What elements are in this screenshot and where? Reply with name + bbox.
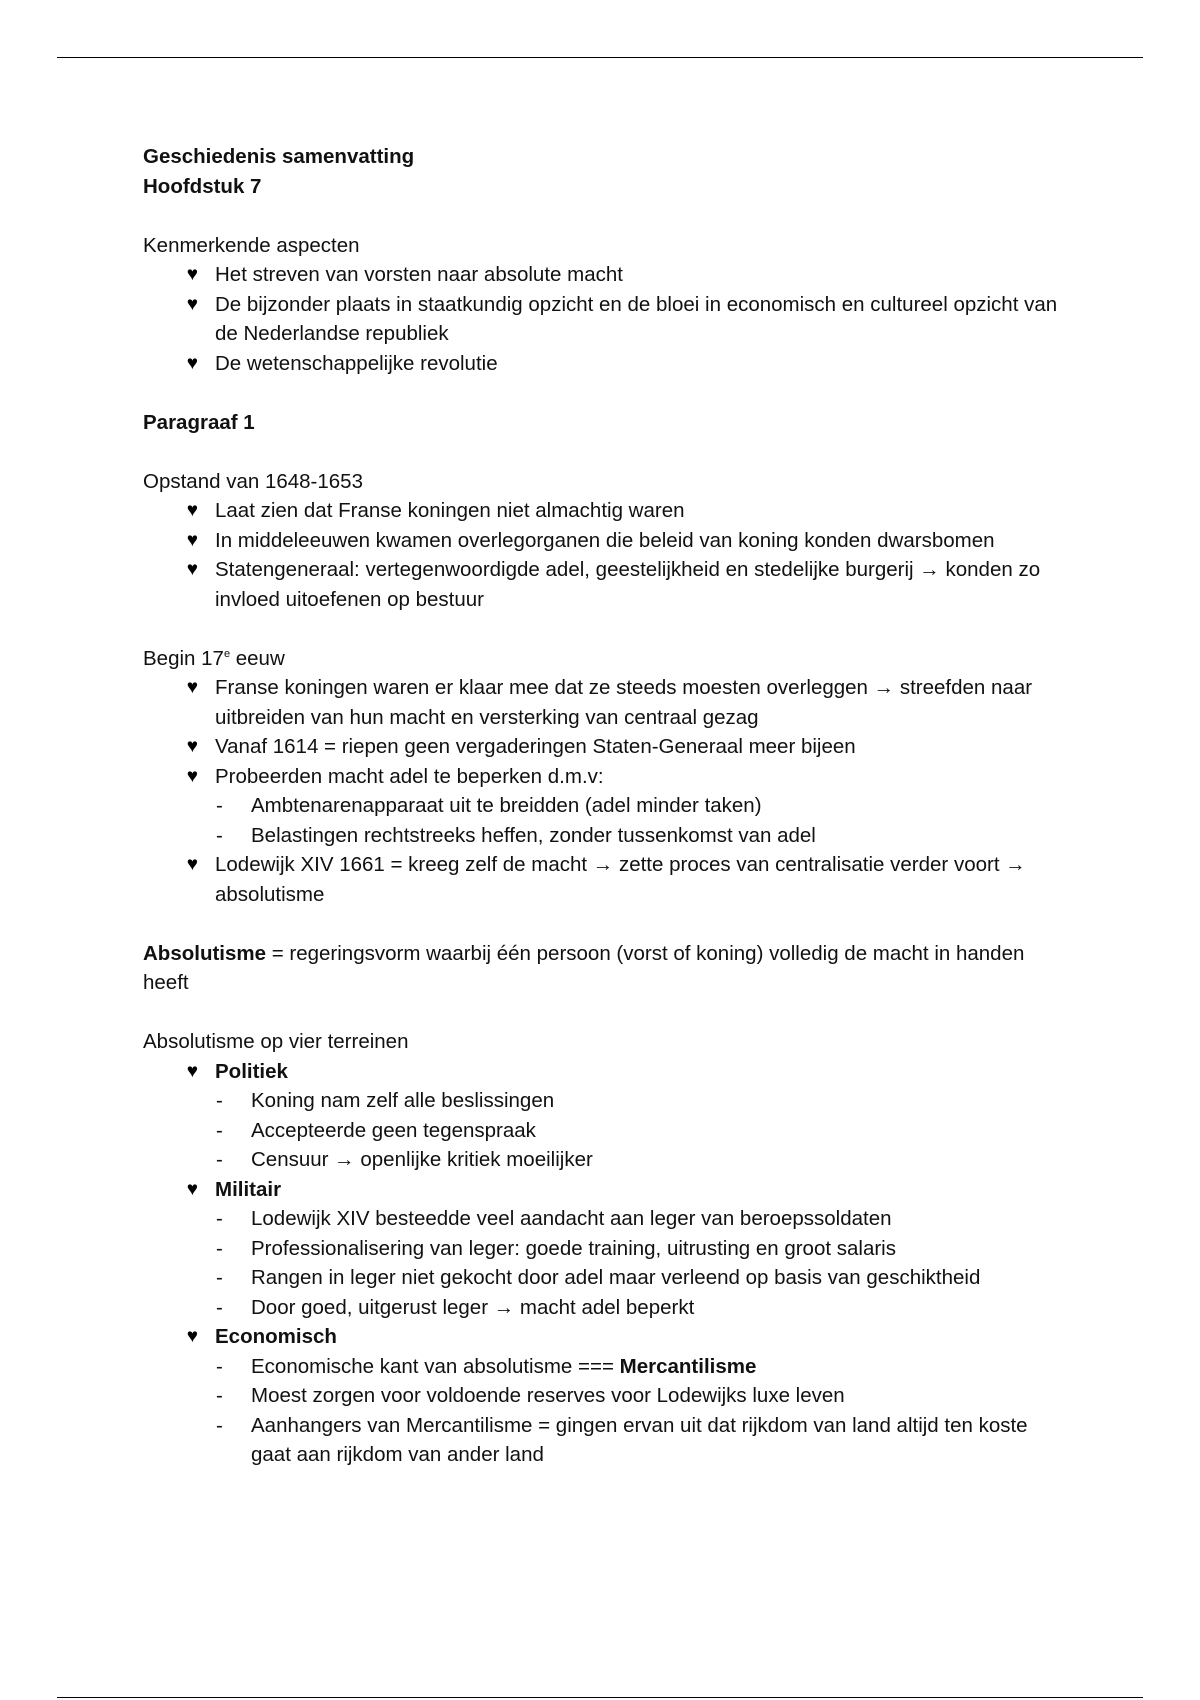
sub-item-text: Belastingen rechtstreeks heffen, zonder tussenkomst van adel — [251, 823, 816, 847]
begin17-text: Franse koningen waren er klaar mee dat ze steeds moesten overleggen → streefden naar uitbreiden van hun macht en versterking van centraal gezag — [215, 676, 1033, 729]
dash-bullet: - — [216, 1148, 223, 1171]
dash-bullet: - — [216, 1236, 223, 1260]
sub-list-item — [143, 791, 1063, 821]
heart-bullet-icon: ♥ — [186, 293, 198, 315]
aspect-text: Het streven van vorsten naar absolute macht — [215, 263, 623, 286]
sub-item-prefix: Economische kant van absolutisme === — [251, 1354, 620, 1378]
spacer — [143, 378, 1063, 408]
sub-item-text: Moest zorgen voor voldoende reserves voor Lodewijks luxe leven — [251, 1384, 845, 1407]
sub-list-item — [143, 821, 1063, 851]
dash-bullet: - — [216, 1207, 223, 1230]
sub-list-item — [143, 1352, 1063, 1382]
heading-text: eeuw — [230, 646, 285, 670]
spacer — [143, 998, 1063, 1028]
begin17-text: Vanaf 1614 = riepen geen vergaderingen Staten-Generaal meer bijeen — [215, 735, 856, 758]
sub-item-text: Koning nam zelf alle beslissingen — [251, 1089, 555, 1112]
terrain-label-militair: Militair — [215, 1177, 282, 1201]
list-item — [143, 850, 1063, 909]
heart-bullet-icon: ♥ — [186, 264, 198, 285]
terrains-heading: Absolutisme op vier terreinen — [143, 1030, 409, 1053]
mercantilisme-term: Mercantilisme — [619, 1354, 757, 1378]
sub-list-item — [143, 1381, 1063, 1411]
sub-item-text: Rangen in leger niet gekocht door adel maar verleend op basis van geschiktheid — [251, 1266, 981, 1289]
sub-list-item — [143, 1145, 1063, 1175]
heading-text: Begin 17 — [143, 646, 224, 670]
definition-text: = regeringsvorm waarbij één persoon (vorst of koning) volledig de macht in handen heeft — [143, 941, 1025, 994]
footer-rule — [57, 1697, 1143, 1698]
heart-bullet-icon: ♥ — [186, 854, 198, 875]
sub-item-text: Lodewijk XIV besteedde veel aandacht aan leger van beroepssoldaten — [251, 1207, 892, 1230]
heart-bullet-icon: ♥ — [186, 1178, 198, 1200]
list-item — [143, 673, 1063, 732]
absolutisme-definition — [143, 939, 1063, 998]
heart-bullet-icon: ♥ — [186, 1326, 198, 1347]
list-item — [143, 1322, 1063, 1352]
heart-bullet-icon: ♥ — [186, 677, 198, 698]
dash-bullet: - — [216, 1413, 223, 1437]
aspect-text: De bijzonder plaats in staatkundig opzicht en de bloei in economisch en cultureel opzicht van de Nederlandse republiek — [215, 292, 1058, 345]
sub-item-text: Censuur → openlijke kritiek moeilijker — [251, 1148, 593, 1171]
begin17-heading — [143, 644, 1063, 674]
aspects-heading: Kenmerkende aspecten — [143, 233, 360, 257]
dash-bullet: - — [216, 823, 223, 847]
sub-list-item — [143, 1086, 1063, 1116]
dash-bullet: - — [216, 794, 223, 817]
list-item — [143, 555, 1063, 614]
document-body — [143, 142, 1063, 1470]
list-item — [143, 290, 1063, 349]
header-rule — [57, 57, 1143, 58]
spacer — [143, 437, 1063, 467]
spacer — [143, 614, 1063, 644]
dash-bullet: - — [216, 1384, 223, 1407]
document-title: Geschiedenis samenvatting — [143, 145, 415, 168]
opstand-text: In middeleeuwen kwamen overlegorganen die beleid van koning konden dwarsbomen — [215, 528, 995, 552]
list-item — [143, 732, 1063, 762]
opstand-text: Statengeneraal: vertegenwoordigde adel, geestelijkheid en stedelijke burgerij → konden zo invloed uitoefenen op bestuur — [215, 558, 1041, 611]
list-item — [143, 762, 1063, 792]
heart-bullet-icon: ♥ — [186, 559, 198, 580]
spacer — [143, 909, 1063, 939]
heart-bullet-icon: ♥ — [186, 500, 198, 521]
aspect-text: De wetenschappelijke revolutie — [215, 351, 498, 375]
list-item — [143, 1175, 1063, 1205]
chapter-title: Hoofdstuk 7 — [143, 174, 262, 198]
sub-list-item — [143, 1293, 1063, 1323]
dash-bullet: - — [216, 1354, 223, 1378]
sub-item-text: Door goed, uitgerust leger → macht adel beperkt — [251, 1295, 695, 1319]
terrain-label-politiek: Politiek — [215, 1059, 288, 1083]
heart-bullet-icon: ♥ — [186, 352, 198, 374]
begin17-text: Lodewijk XIV 1661 = kreeg zelf de macht → zette proces van centralisatie verder voort → absolutisme — [215, 853, 1026, 906]
superscript: e — [223, 647, 231, 660]
section-heading: Paragraaf 1 — [143, 410, 255, 434]
heart-bullet-icon: ♥ — [186, 529, 198, 551]
heart-bullet-icon: ♥ — [186, 765, 198, 787]
sub-list-item — [143, 1263, 1063, 1293]
terrain-label-economisch: Economisch — [215, 1325, 337, 1348]
list-item — [143, 349, 1063, 379]
list-item — [143, 1057, 1063, 1087]
list-item — [143, 260, 1063, 290]
dash-bullet: - — [216, 1089, 223, 1112]
dash-bullet: - — [216, 1295, 223, 1319]
definition-term: Absolutisme — [143, 941, 267, 965]
sub-item-text: Aanhangers van Mercantilisme = gingen ervan uit dat rijkdom van land altijd ten koste gaat aan rijkdom van ander land — [251, 1413, 1028, 1466]
sub-list-item — [143, 1411, 1063, 1470]
opstand-text: Laat zien dat Franse koningen niet almachtig waren — [215, 499, 685, 522]
dash-bullet: - — [216, 1266, 223, 1289]
sub-item-text: Professionalisering van leger: goede training, uitrusting en groot salaris — [251, 1236, 896, 1260]
sub-item-text: Ambtenarenapparaat uit te breidden (adel minder taken) — [251, 794, 762, 817]
list-item — [143, 526, 1063, 556]
sub-list-item — [143, 1234, 1063, 1264]
dash-bullet: - — [216, 1118, 223, 1142]
heart-bullet-icon: ♥ — [186, 1060, 198, 1082]
sub-list-item — [143, 1116, 1063, 1146]
sub-item-text — [251, 1352, 1063, 1382]
spacer — [143, 201, 1063, 231]
opstand-heading: Opstand van 1648-1653 — [143, 469, 363, 493]
begin17-text: Probeerden macht adel te beperken d.m.v: — [215, 764, 604, 788]
sub-list-item — [143, 1204, 1063, 1234]
heart-bullet-icon: ♥ — [186, 736, 198, 757]
sub-item-text: Accepteerde geen tegenspraak — [251, 1118, 536, 1142]
list-item — [143, 496, 1063, 526]
